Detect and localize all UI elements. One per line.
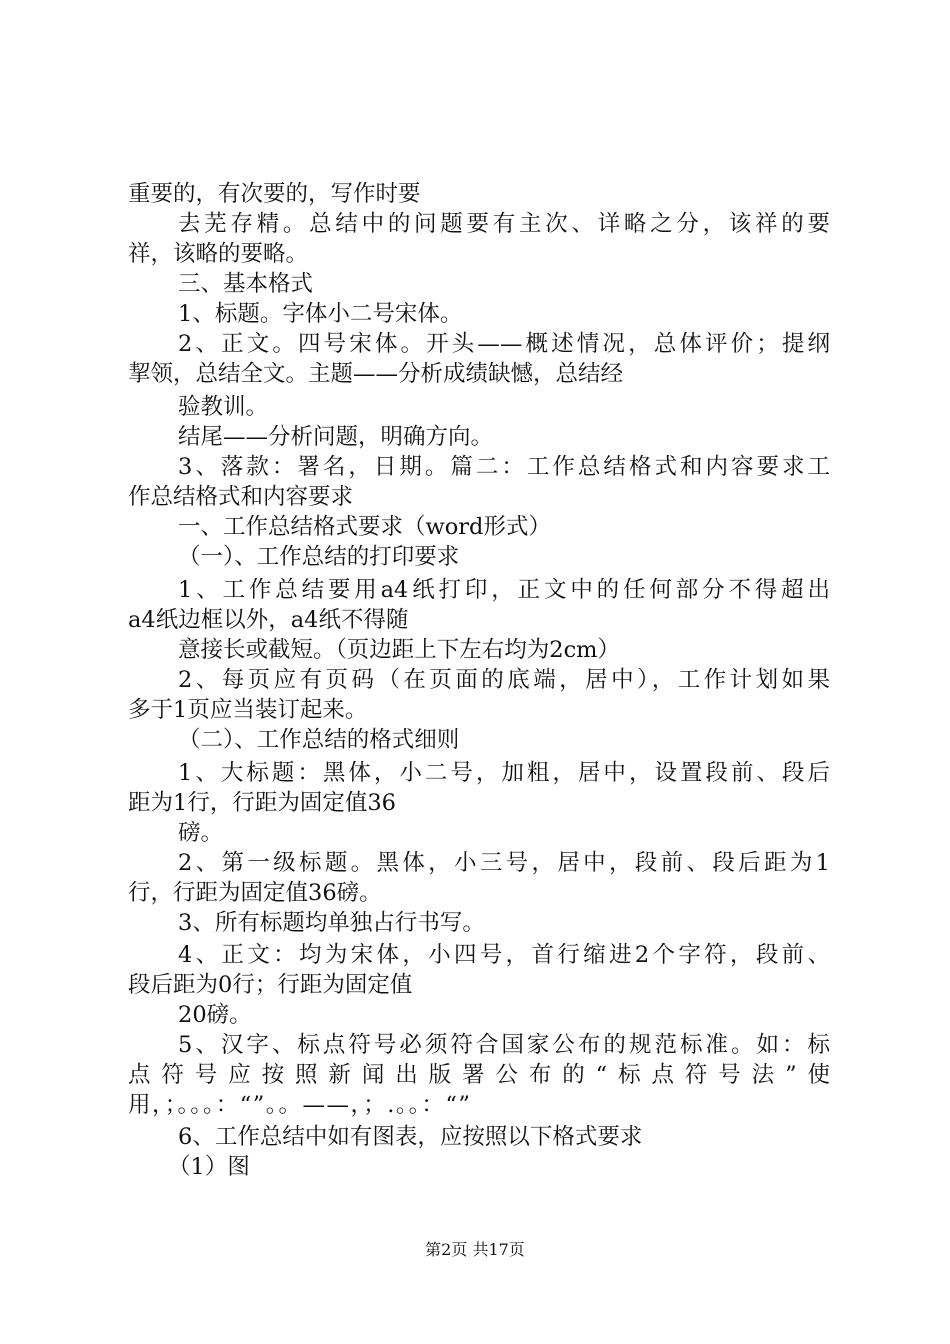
- text-line: 1、工作总结要用a4纸打印，正文中的任何部分不得超出: [178, 577, 830, 603]
- text-line: 多于1页应当装订起来。: [128, 697, 368, 723]
- text-line: 重要的，有次要的，写作时要: [128, 181, 421, 207]
- text-line: 作总结格式和内容要求: [128, 484, 354, 510]
- text-line: 意接长或截短。（页边距上下左右均为2cm）: [178, 637, 621, 663]
- text-line: 祥，该略的要略。: [128, 241, 309, 267]
- text-line: 点符号应按照新闻出版署公布的“标点符号法”使: [128, 1062, 830, 1088]
- page-number-footer: 第2页 共17页: [425, 1240, 525, 1259]
- text-line: 20磅。: [178, 1002, 252, 1028]
- text-line: 5、汉字、标点符号必须符合国家公布的规范标准。如：标: [178, 1032, 830, 1058]
- text-line: 距为1行，行距为固定值36: [128, 790, 396, 816]
- text-line: 2、第一级标题。黑体，小三号，居中，段前、段后距为1: [178, 850, 830, 876]
- text-line: 6、工作总结中如有图表，应按照以下格式要求: [178, 1124, 643, 1150]
- text-line: 用，；。。。：“”。。——，；.。。：“”: [128, 1092, 472, 1118]
- text-line: （1）图: [168, 1154, 250, 1180]
- text-line: 2、每页应有页码（在页面的底端，居中），工作计划如果: [178, 667, 830, 693]
- text-line: （一）、工作总结的打印要求: [178, 544, 460, 570]
- text-line: 挈领，总结全文。主题——分析成绩缺憾，总结经: [128, 361, 624, 387]
- text-line: 验教训。: [178, 394, 269, 420]
- text-line: 1、标题。字体小二号宋体。: [178, 301, 463, 327]
- text-line: 结尾——分析问题，明确方向。: [178, 424, 494, 450]
- text-line: 2、正文。四号宋体。开头——概述情况，总体评价；提纲: [178, 331, 830, 357]
- text-line: 一、工作总结格式要求（word形式）: [178, 514, 551, 540]
- text-line: （二）、工作总结的格式细则: [178, 727, 460, 753]
- text-line: 4、正文：均为宋体，小四号，首行缩进2个字符，段前、: [178, 942, 830, 968]
- text-line: 段后距为0行；行距为固定值: [128, 972, 413, 998]
- text-line: 去芜存精。总结中的问题要有主次、详略之分，该祥的要: [178, 211, 830, 237]
- text-line: 磅。: [178, 820, 224, 846]
- text-line: 3、落款：署名，日期。篇二：工作总结格式和内容要求工: [178, 454, 830, 480]
- text-line: 行，行距为固定值36磅。: [128, 880, 382, 906]
- text-line: 三、基本格式: [178, 271, 314, 297]
- text-line: 1、大标题：黑体，小二号，加粗，居中，设置段前、段后: [178, 760, 830, 786]
- text-line: a4纸边框以外，a4纸不得随: [128, 607, 409, 633]
- text-line: 3、所有标题均单独占行书写。: [178, 910, 485, 936]
